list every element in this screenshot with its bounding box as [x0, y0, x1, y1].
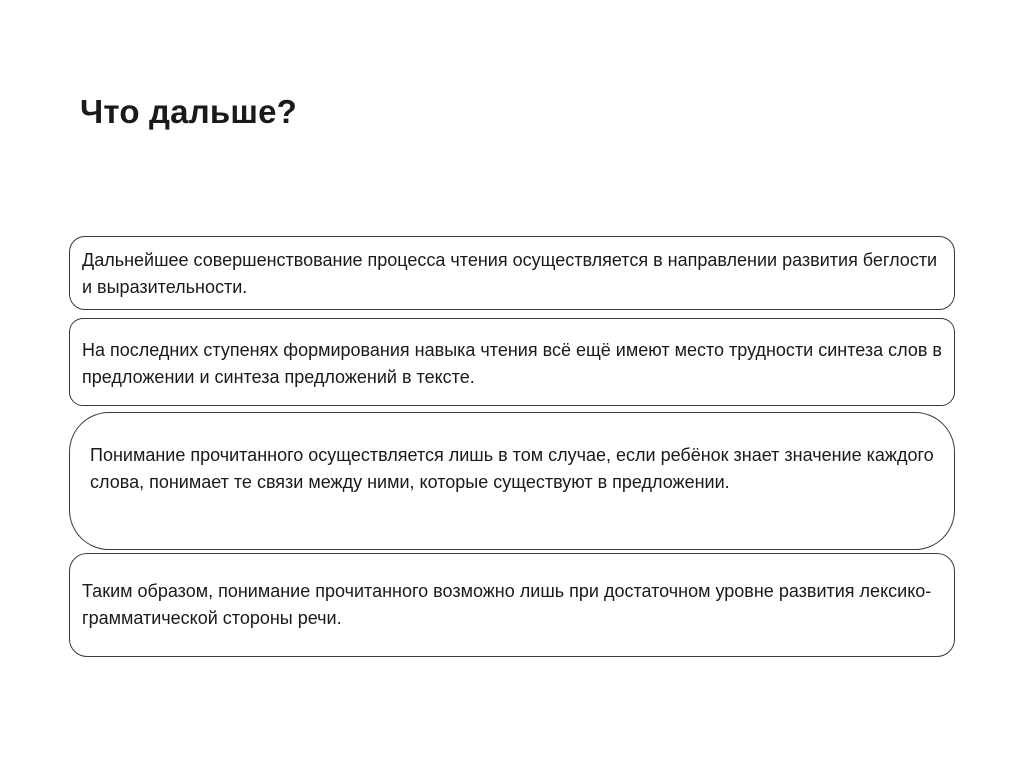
text-box-fluency — [69, 236, 955, 310]
text-box-content: Дальнейшее совершенствование процесса чтения осуществляется в направлении развития беглости и выразительности. — [82, 250, 938, 297]
text-box-synthesis — [69, 318, 955, 406]
text-box-content: На последних ступенях формирования навыка чтения всё ещё имеют место трудности синтеза слов в предложении и синтеза предложений в тексте. — [82, 340, 942, 387]
text-box-conclusion — [69, 553, 955, 657]
text-box-content: Понимание прочитанного осуществляется лишь в том случае, если ребёнок знает значение каждого слова, понимает те связи между ними, которые существуют в предложении. — [90, 445, 934, 492]
text-box-content: Таким образом, понимание прочитанного возможно лишь при достаточном уровне развития лексико-грамматической стороны речи. — [82, 581, 932, 628]
slide-title: Что дальше? — [80, 93, 298, 130]
text-box-comprehension — [69, 412, 955, 550]
